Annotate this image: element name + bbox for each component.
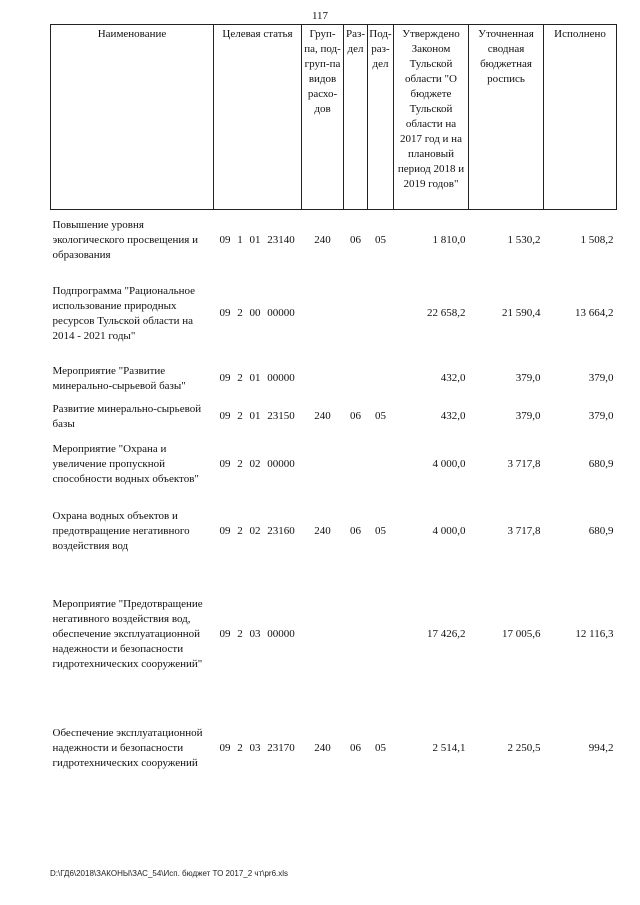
- row-name: Мероприятие "Охрана и увеличение пропускной способности водных объектов": [52, 443, 199, 485]
- row-name: Повышение уровня экологического просвещения и образования: [52, 219, 198, 262]
- row-refined: 379,0: [515, 410, 541, 422]
- header-subsection: Под-раз-дел: [368, 25, 394, 210]
- row-executed: 13 664,2: [575, 307, 614, 319]
- table-row: [51, 402, 617, 432]
- row-group: 240: [314, 742, 331, 754]
- row-name: Обеспечение эксплуатационной надежности и безопасности гидротехнических сооружений: [52, 727, 203, 769]
- row-subsection: 05: [375, 410, 386, 422]
- row-refined: 2 250,5: [507, 742, 541, 754]
- row-group: [302, 432, 344, 498]
- row-approved: 4 000,0: [432, 525, 466, 537]
- table-row: [51, 272, 617, 356]
- row-refined: 17 005,6: [502, 628, 541, 640]
- row-subsection: [368, 566, 394, 704]
- row-section: [344, 356, 368, 402]
- header-executed: Исполнено: [544, 25, 617, 210]
- table-row: [51, 704, 617, 794]
- row-executed: 680,9: [588, 458, 614, 470]
- row-subsection: 05: [375, 234, 386, 247]
- row-approved: 4 000,0: [432, 458, 466, 470]
- header-approved: Утверждено Законом Тульской области "О бюджете Тульской области на 2017 год и на плановый период 2018 и 2019 годов": [394, 25, 469, 210]
- row-group: 240: [314, 525, 331, 537]
- row-approved: 432,0: [440, 372, 466, 384]
- row-code: 09 2 03 00000: [219, 628, 295, 640]
- page-number: 117: [311, 10, 329, 22]
- row-section: [344, 272, 368, 356]
- header-section: Раз-дел: [344, 25, 368, 210]
- table-row: [51, 498, 617, 566]
- header-refined: Уточненная сводная бюджетная роспись: [469, 25, 544, 210]
- row-code: 09 2 03 23170: [219, 742, 295, 754]
- table-row: [51, 210, 617, 272]
- row-code: 09 2 01 00000: [219, 372, 295, 384]
- row-executed: 994,2: [588, 742, 614, 754]
- row-code: 09 2 02 00000: [219, 458, 295, 470]
- row-group: [302, 566, 344, 704]
- row-section: 06: [350, 234, 361, 247]
- row-subsection: [368, 272, 394, 356]
- row-executed: 680,9: [588, 525, 614, 537]
- row-section: 06: [350, 410, 361, 422]
- header-name: Наименование: [51, 25, 214, 210]
- table-row: [51, 432, 617, 498]
- row-name: Охрана водных объектов и предотвращение негативного воздействия вод: [52, 510, 190, 552]
- row-subsection: [368, 432, 394, 498]
- row-executed: 379,0: [588, 410, 614, 422]
- row-refined: 3 717,8: [507, 525, 541, 537]
- header-expense-group: Груп-па, под-груп-па видов расхо-дов: [302, 25, 344, 210]
- row-executed: 379,0: [588, 372, 614, 384]
- row-code: 09 1 01 23140: [219, 234, 295, 247]
- row-section: 06: [350, 525, 361, 537]
- row-name: Развитие минерально-сырьевой базы: [52, 402, 202, 430]
- file-path-footer: D:\ГД6\2018\ЗАКОНЫ\ЗАС_54\Исп. бюджет ТО 2017_2 чт\pr6.xls: [50, 869, 289, 878]
- row-executed: 12 116,3: [575, 628, 614, 640]
- row-section: [344, 566, 368, 704]
- row-subsection: 05: [375, 742, 386, 754]
- row-approved: 1 810,0: [432, 234, 466, 247]
- row-refined: 3 717,8: [507, 458, 541, 470]
- row-code: 09 2 01 23150: [219, 410, 295, 422]
- row-approved: 17 426,2: [427, 628, 466, 640]
- table-row: [51, 566, 617, 704]
- row-approved: 432,0: [440, 410, 466, 422]
- row-executed: 1 508,2: [580, 234, 614, 247]
- row-subsection: 05: [375, 525, 386, 537]
- row-code: 09 2 02 23160: [219, 525, 295, 537]
- row-group: 240: [314, 410, 331, 422]
- header-target-article: Целевая статья: [214, 25, 302, 210]
- row-name: Мероприятие "Развитие минерально-сырьевой базы": [52, 364, 186, 392]
- row-section: 06: [350, 742, 361, 754]
- row-group: 240: [314, 234, 331, 247]
- row-approved: 22 658,2: [427, 307, 466, 319]
- row-group: [302, 356, 344, 402]
- row-name: Мероприятие "Предотвращение негативного воздействия вод, обеспечение эксплуатационной надежности и безопасности гидротехнических сооружений": [52, 598, 203, 670]
- row-group: [302, 272, 344, 356]
- table-header-row: [51, 25, 617, 210]
- table-row: [51, 356, 617, 402]
- row-refined: 1 530,2: [507, 234, 541, 247]
- row-name: Подпрограмма "Рациональное использование природных ресурсов Тульской области на 2014 - 2021 годы": [52, 284, 196, 342]
- row-subsection: [368, 356, 394, 402]
- budget-table: [50, 24, 617, 794]
- row-refined: 379,0: [515, 372, 541, 384]
- row-refined: 21 590,4: [502, 307, 541, 319]
- row-code: 09 2 00 00000: [219, 307, 295, 319]
- row-section: [344, 432, 368, 498]
- row-approved: 2 514,1: [432, 742, 466, 754]
